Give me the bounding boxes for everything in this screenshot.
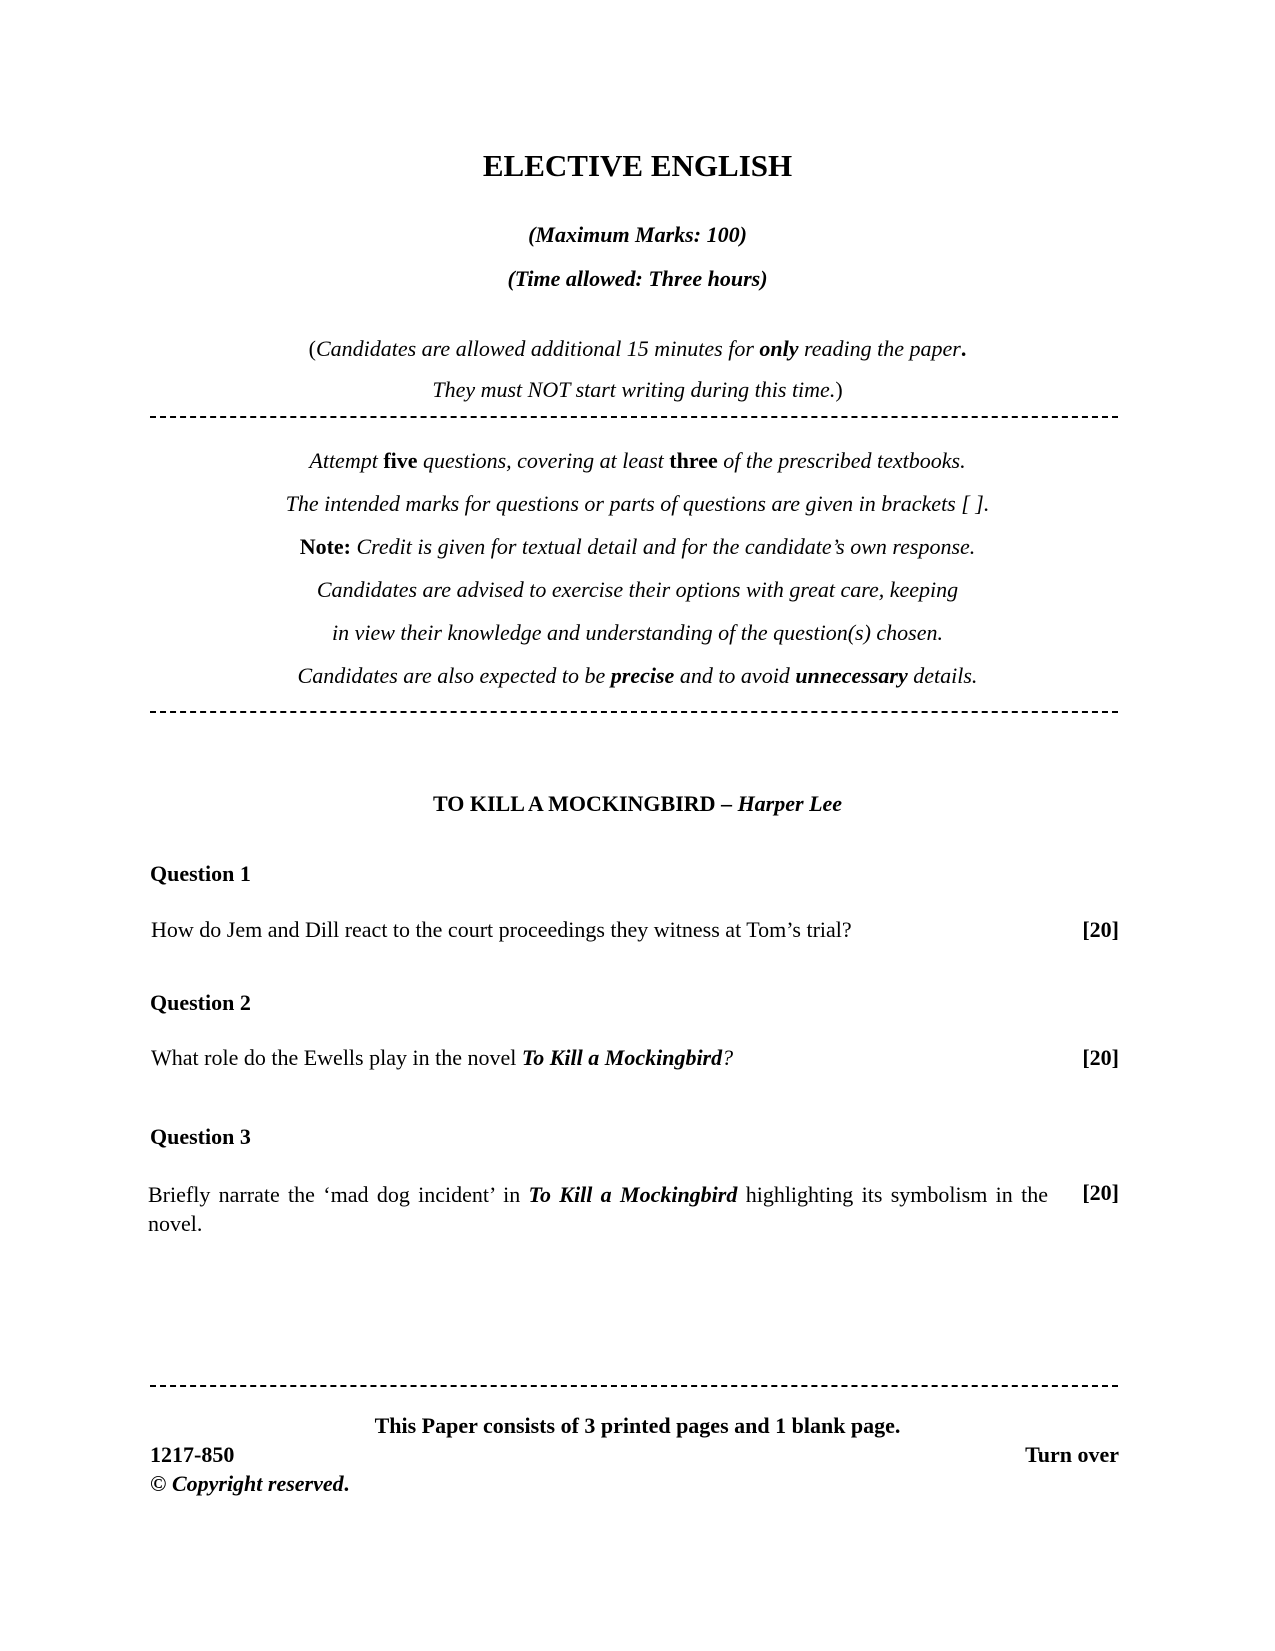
instr-unnecessary: unnecessary [795,663,908,688]
instr-three: three [669,448,718,473]
instr-text: of the prescribed textbooks. [717,448,966,473]
paper-code: 1217-850 [150,1442,235,1467]
reading-time-line-2 [0,377,1275,403]
question-1-heading: Question 1 [150,861,251,886]
instruction-precise [0,663,1275,689]
q2-book-title: To Kill a Mockingbird [521,1045,723,1070]
divider-top [150,416,1118,418]
instr-precise: precise [610,663,675,688]
instruction-attempt [0,448,1275,474]
q3-text-a: Briefly narrate the ‘mad dog incident’ in [148,1182,529,1207]
instruction-advice-2: in view their knowledge and understanding of the question(s) chosen. [331,620,943,645]
instr-text: questions, covering at least [417,448,670,473]
q2-text-c: ? [722,1045,734,1070]
divider-middle [150,711,1118,713]
question-3-marks: [20] [1082,1180,1119,1205]
note-text: Credit is given for textual detail and for the candidate’s own response. [351,534,976,559]
page-count-note: This Paper consists of 3 printed pages and 1 blank page. [374,1413,901,1438]
book-author: Harper Lee [737,791,843,816]
book-title: TO KILL A MOCKINGBIRD – [432,791,738,816]
q3-book-title: To Kill a Mockingbird [528,1182,738,1207]
instr-text: Candidates are also expected to be [297,663,611,688]
question-1-text: How do Jem and Dill react to the court proceedings they witness at Tom’s trial? [151,917,852,942]
instr-five: five [383,448,418,473]
instruction-note [0,534,1275,560]
time-allowed: (Time allowed: Three hours) [507,266,768,291]
reading-time-line-1 [0,336,1275,362]
reading-only: only [759,336,799,361]
divider-bottom [150,1385,1118,1387]
copyright-text: Copyright reserved [171,1471,344,1496]
question-1-marks: [20] [1082,917,1119,942]
note-label: Note: [299,534,351,559]
open-paren: ( [308,336,316,361]
reading-text-c: reading the paper [798,336,961,361]
instruction-marks: The intended marks for questions or parts of questions are given in brackets [ ]. [285,491,990,516]
q3-text-c: highlighting its symbolism in the novel. [148,1182,1048,1236]
question-3-heading: Question 3 [150,1124,251,1149]
turn-over: Turn over [1025,1442,1119,1467]
reading-text-a: Candidates are allowed additional 15 minutes for [315,336,760,361]
question-3-text [148,1180,1048,1238]
copyright-symbol: © [150,1471,172,1496]
question-2-marks: [20] [1082,1045,1119,1070]
copyright-dot: . [343,1471,350,1496]
instr-text: details. [907,663,978,688]
close-paren: ) [835,377,843,402]
question-2-heading: Question 2 [150,990,251,1015]
maximum-marks: (Maximum Marks: 100) [528,222,747,247]
reading-text-2: They must NOT start writing during this time. [432,377,836,402]
paper-title: ELECTIVE ENGLISH [482,148,793,183]
instr-text: Attempt [309,448,384,473]
q2-text-a: What role do the Ewells play in the novel [151,1045,522,1070]
copyright [150,1471,349,1497]
reading-dot: . [960,336,967,361]
section-heading [0,791,1275,817]
instr-text: and to avoid [674,663,796,688]
question-2-text [151,1045,733,1071]
instruction-advice-1: Candidates are advised to exercise their options with great care, keeping [316,577,959,602]
